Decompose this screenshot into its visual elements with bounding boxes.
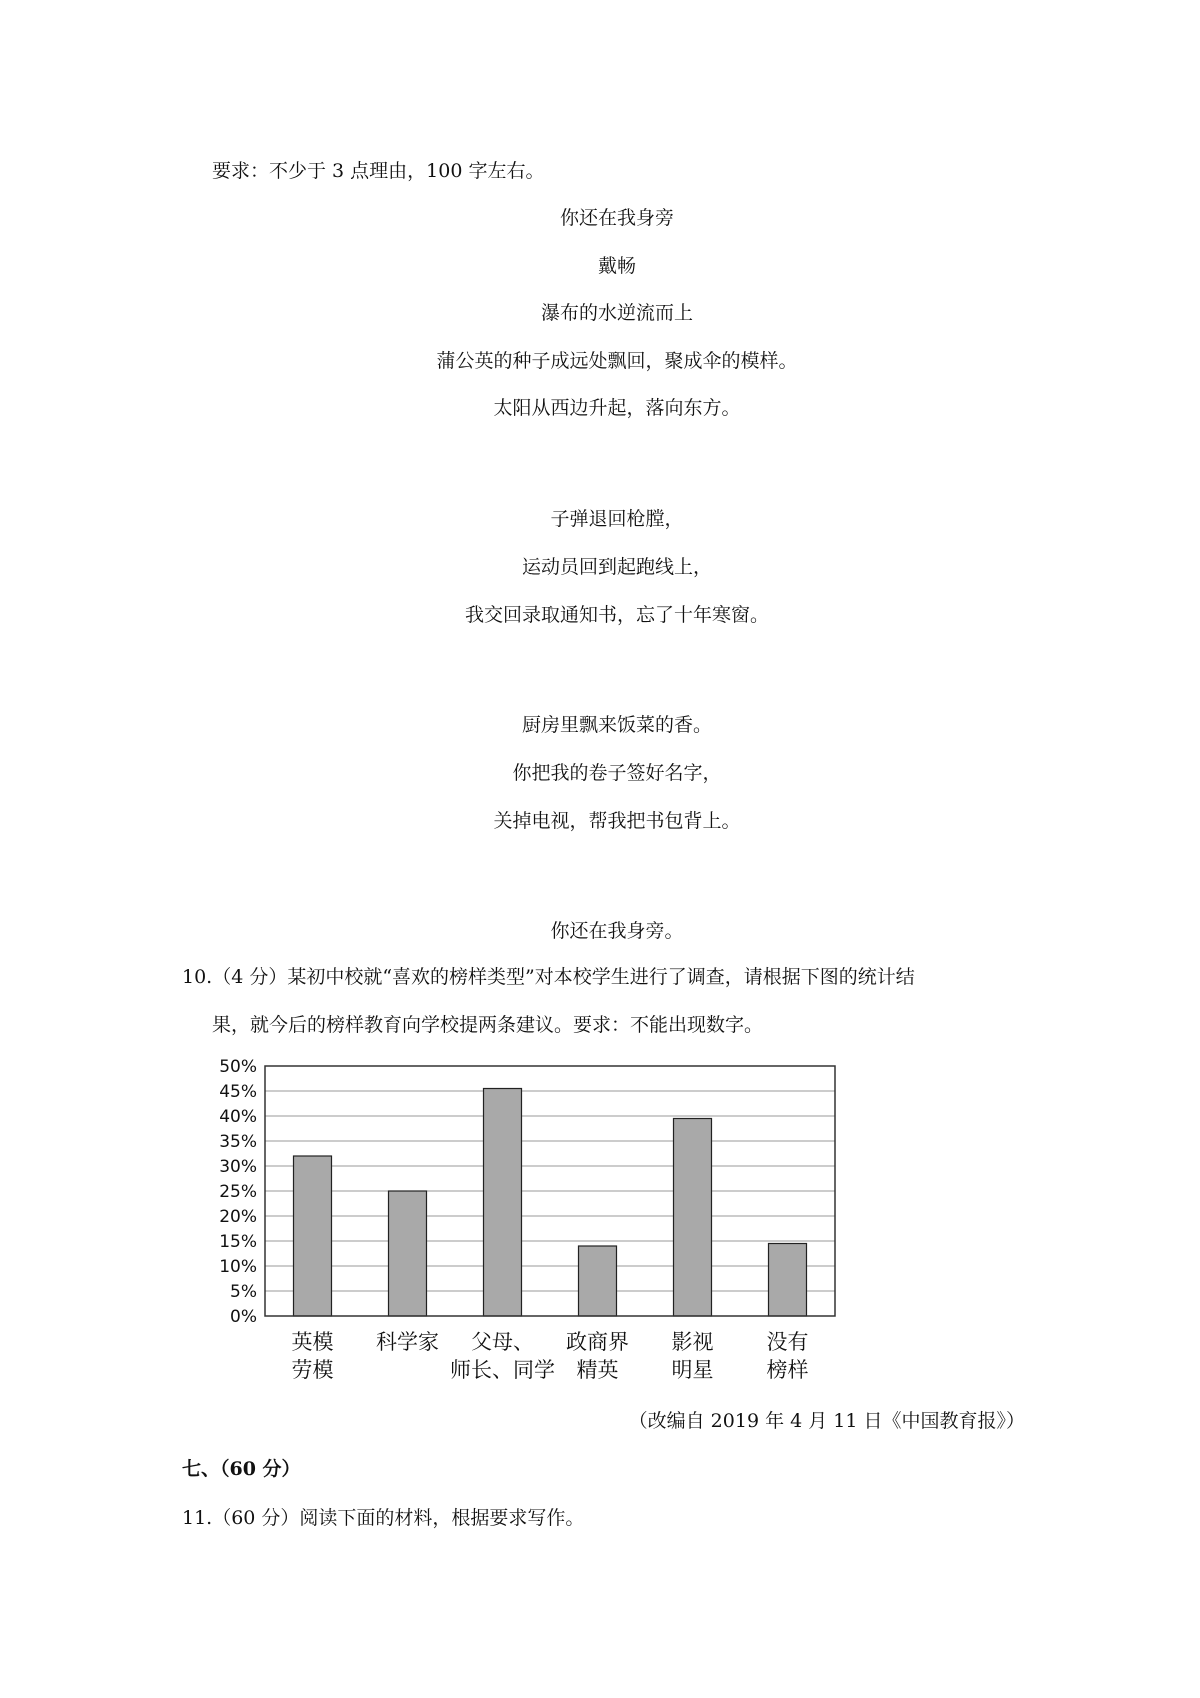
y-tick-label: 45% <box>219 1082 257 1102</box>
poem-title: 你还在我身旁 <box>559 207 674 229</box>
x-category-label: 精英 <box>576 1358 619 1382</box>
poem-line: 我交回录取通知书，忘了十年寒窗。 <box>464 604 769 626</box>
poem-line: 子弹退回枪膛， <box>550 508 684 530</box>
y-tick-label: 5% <box>230 1282 257 1302</box>
chart-bar <box>294 1156 332 1316</box>
poem-line: 你把我的卷子签好名字， <box>512 762 722 784</box>
poem-line: 运动员回到起跑线上， <box>521 556 712 578</box>
x-category-label: 英模 <box>291 1330 334 1354</box>
poem-line: 太阳从西边升起，落向东方。 <box>493 397 741 419</box>
poem-ending: 你还在我身旁。 <box>550 920 684 942</box>
chart-y-tick-labels <box>219 1057 257 1327</box>
poem-line: 蒲公英的种子成远处飘回，聚成伞的模样。 <box>436 350 798 372</box>
x-category-label: 影视 <box>671 1330 714 1354</box>
question11-text: 11.（60 分）阅读下面的材料，根据要求写作。 <box>182 1507 585 1529</box>
x-category-label: 明星 <box>671 1358 714 1382</box>
y-tick-label: 35% <box>219 1132 257 1152</box>
section-heading: 七、（60 分） <box>182 1458 301 1480</box>
poem-line: 关掉电视，帮我把书包背上。 <box>493 810 741 832</box>
requirement-text: 要求：不少于 3 点理由，100 字左右。 <box>212 160 545 182</box>
y-tick-label: 25% <box>219 1182 257 1202</box>
y-tick-label: 10% <box>219 1257 257 1277</box>
poem-line: 瀑布的水逆流而上 <box>540 302 693 324</box>
y-tick-label: 0% <box>230 1307 257 1327</box>
question10-line2: 果，就今后的榜样教育向学校提两条建议。要求：不能出现数字。 <box>212 1014 764 1036</box>
chart-bar <box>389 1191 427 1316</box>
x-category-label: 科学家 <box>376 1330 439 1354</box>
chart-bar <box>674 1119 712 1317</box>
x-category-label: 没有 <box>766 1330 809 1354</box>
chart-bar <box>769 1244 807 1317</box>
y-tick-label: 20% <box>219 1207 257 1227</box>
source-citation: （改编自 2019 年 4 月 11 日《中国教育报》） <box>628 1410 1025 1432</box>
bar-chart <box>205 1046 845 1386</box>
y-tick-label: 50% <box>219 1057 257 1077</box>
chart-gridlines <box>265 1066 835 1316</box>
x-category-label: 榜样 <box>766 1358 809 1382</box>
x-category-label: 父母、 <box>471 1330 534 1354</box>
x-category-label: 政商界 <box>566 1330 629 1354</box>
y-tick-label: 30% <box>219 1157 257 1177</box>
chart-bar <box>484 1089 522 1317</box>
chart-bar <box>579 1246 617 1316</box>
y-tick-label: 15% <box>219 1232 257 1252</box>
question10-line1: 10.（4 分）某初中校就“喜欢的榜样类型”对本校学生进行了调查，请根据下图的统计结 <box>182 966 915 988</box>
chart-bars <box>294 1089 807 1317</box>
x-category-label: 师长、同学 <box>450 1358 555 1382</box>
y-tick-label: 40% <box>219 1107 257 1127</box>
chart-category-labels <box>292 1330 809 1382</box>
poem-line: 厨房里飘来饭菜的香。 <box>521 714 712 736</box>
x-category-label: 劳模 <box>291 1358 334 1382</box>
poem-author: 戴畅 <box>597 255 636 277</box>
